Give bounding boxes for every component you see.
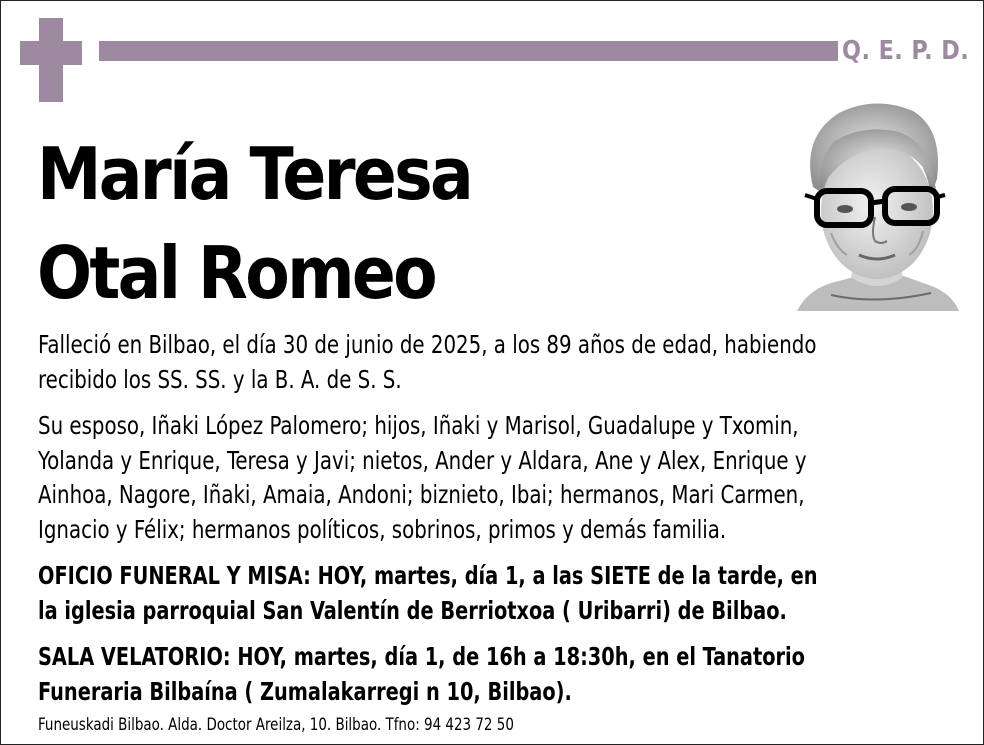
funeral-home-footer: Funeuskadi Bilbao. Alda. Doctor Areilza, 10. Bilbao. Tfno: 94 423 72 50 <box>38 715 514 735</box>
text-line: la iglesia parroquial San Valentín de Berriotxoa ( Uribarri) de Bilbao. <box>38 595 787 625</box>
deceased-name-last: Otal Romeo <box>37 231 435 315</box>
text-line: Falleció en Bilbao, el día 30 de junio de 2025, a los 89 años de edad, habiendo <box>38 330 817 359</box>
text-line: Funeraria Bilbaína ( Zumalakarregi n 10, Bilbao). <box>38 676 572 706</box>
text-line: SALA VELATORIO: HOY, martes, día 1, de 16h a 18:30h, en el Tanatorio <box>38 642 805 671</box>
death-notice-text <box>38 328 936 397</box>
cross-horizontal-bar <box>20 41 82 65</box>
text-line: OFICIO FUNERAL Y MISA: HOY, martes, día 1, a las SIETE de la tarde, en <box>38 561 818 590</box>
header-rule <box>99 41 838 61</box>
text-line: recibido los SS. SS. y la B. A. de S. S. <box>38 364 402 394</box>
text-line: Su esposo, Iñaki López Palomero; hijos, Iñaki y Marisol, Guadalupe y Txomin, <box>38 411 799 440</box>
text-line: Yolanda y Enrique, Teresa y Javi; nietos, Ander y Aldara, Ane y Alex, Enrique y <box>38 445 807 475</box>
text-line: Ignacio y Félix; hermanos políticos, sobrinos, primos y demás familia. <box>38 514 727 544</box>
family-text <box>38 409 936 547</box>
funeral-service-text <box>38 559 915 628</box>
wake-room-text <box>38 640 915 709</box>
deceased-name-first: María Teresa <box>37 132 472 216</box>
text-line: Ainhoa, Nagore, Iñaki, Amaia, Andoni; biznieto, Ibai; hermanos, Mari Carmen, <box>38 480 805 509</box>
portrait-photo <box>791 99 961 311</box>
qepd-label: Q. E. P. D. <box>842 36 970 66</box>
